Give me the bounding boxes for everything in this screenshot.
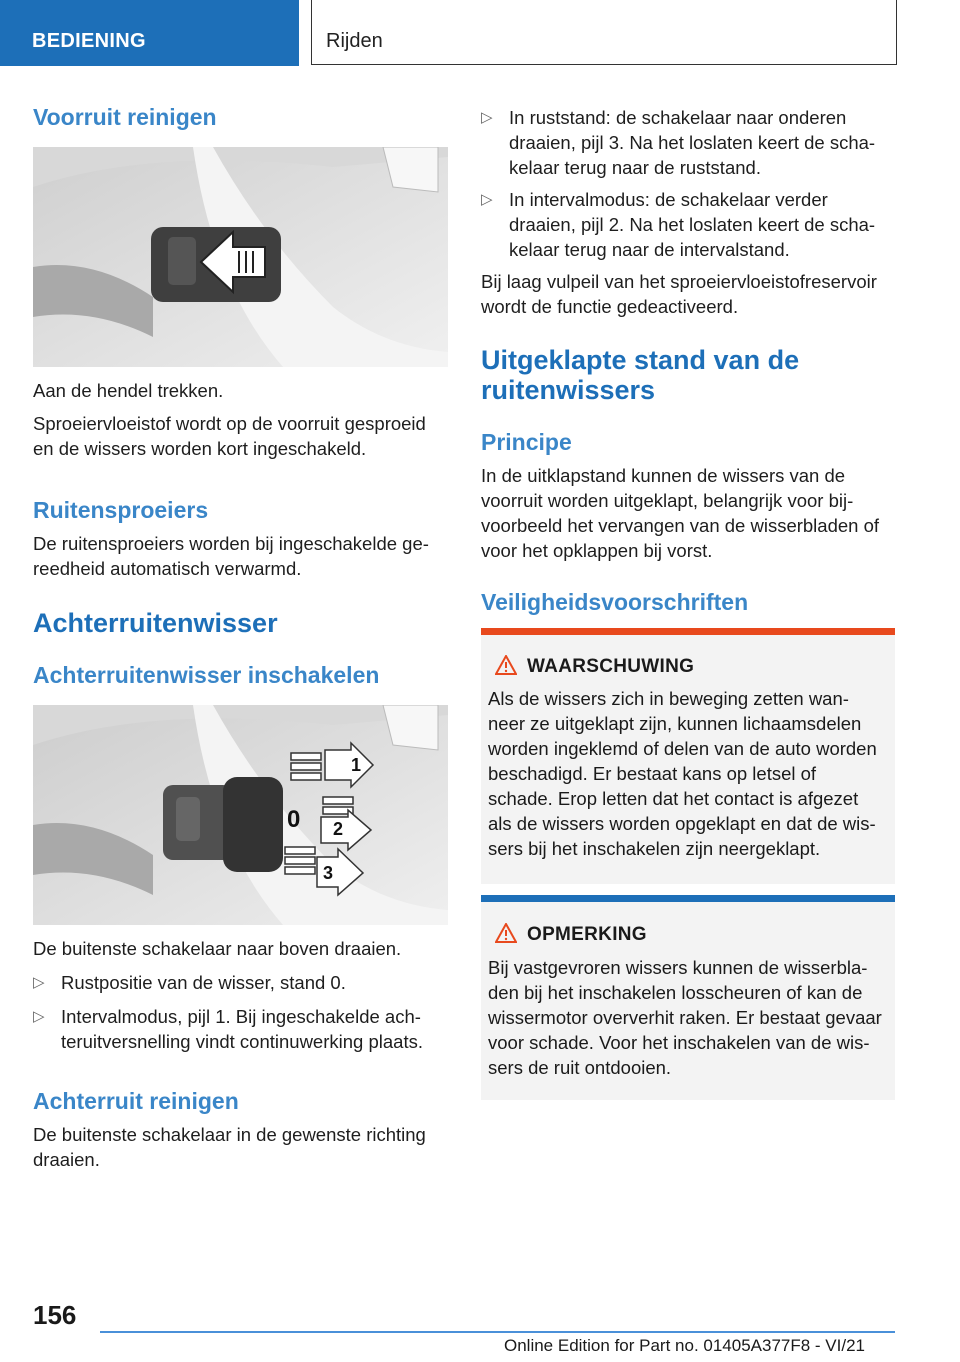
notice-text-2: den bij het inschakelen losscheuren of kan de [488,982,863,1003]
warning-triangle-icon [495,655,517,675]
warning-text-2: neer ze uitgeklapt zijn, kunnen lichaamsdelen [488,713,862,734]
warning-title: WAARSCHUWING [527,656,695,677]
text-principe-1: In de uitklapstand kunnen de wissers van de [481,465,846,486]
heading-achterruit-reinigen: Achterruit reinigen [33,1088,239,1114]
header-section-label: BEDIENING [32,30,146,52]
text-buitenste-boven: De buitenste schakelaar naar boven draaien. [33,938,402,959]
heading-principe: Principe [481,429,572,455]
heading-voorruit-reinigen: Voorruit reinigen [33,104,217,130]
text-vulpeil-2: wordt de functie gedeactiveerd. [481,296,739,317]
bullet-triangle-icon: ▷ [481,109,493,126]
text-achterruit-1: De buitenste schakelaar in de gewenste richting [33,1124,426,1145]
notice-triangle-icon [495,923,517,943]
list-item: ▷ In ruststand: de schakelaar naar onderen draaien, pijl 3. Na het loslaten keert de scha- kelaar terug naar de ruststand. [481,107,876,178]
warning-text-6: als de wissers worden opgeklapt en dat de wis- [488,813,876,834]
heading-achterruitenwisser-inschakelen: Achterruitenwisser inschakelen [33,662,380,688]
notice-text-1: Bij vastgevroren wissers kunnen de wisserbla- [488,957,868,978]
footer-divider [100,1331,895,1333]
illustration-rear-wiper-switch [33,705,448,925]
text-achterruit-2: draaien. [33,1149,100,1170]
notice-title: OPMERKING [527,924,647,945]
notice-text-4: voor schade. Voor het inschakelen van de wis- [488,1032,870,1053]
text-ruitensproeiers-1: De ruitensproeiers worden bij ingeschakelde ge- [33,533,429,554]
heading-veiligheidsvoorschriften: Veiligheidsvoorschriften [481,589,749,615]
header-chapter-tab [311,0,897,65]
text-hendel: Aan de hendel trekken. [33,380,224,401]
bullet-triangle-icon: ▷ [33,974,45,991]
text-principe-4: voor het opklappen bij vorst. [481,540,713,561]
warning-text-7: sers bij het inschakelen zijn neergeklapt. [488,838,821,859]
text-sproei-2: en de wissers worden kort ingeschakeld. [33,438,367,459]
list-item: ▷ Intervalmodus, pijl 1. Bij ingeschakelde ach- teruitversnelling vindt continuwerking plaats. [33,1006,423,1052]
warning-bar [481,628,895,635]
text-vulpeil-1: Bij laag vulpeil van het sproeiervloeistofreservoir [481,271,877,292]
illustration-lever-pull [33,147,448,367]
warning-text-1: Als de wissers zich in beweging zetten wan- [488,688,849,709]
arrow-label-1: 1 [351,755,362,775]
header-chapter-label: Rijden [326,30,383,52]
warning-text-5: schade. Erop letten dat het contact is afgezet [488,788,859,809]
warning-text-4: beschadigd. Er bestaat kans op letsel of [488,763,817,784]
notice-text-3: wissermotor oververhit raken. Er bestaat gevaar [488,1007,882,1028]
list-item: ▷ In intervalmodus: de schakelaar verder draaien, pijl 2. Na het loslaten keert de scha- kelaar terug naar de intervalstand. [481,189,876,260]
notice-text-5: sers de ruit ontdooien. [488,1057,672,1078]
arrow-label-3: 3 [323,863,334,883]
position-label-0: 0 [287,806,301,833]
arrow-label-2: 2 [333,819,344,839]
page-number: 156 [33,1300,77,1330]
heading-ruitensproeiers: Ruitensproeiers [33,497,209,523]
heading-uitgeklapte-1: Uitgeklapte stand van de [481,345,800,375]
heading-uitgeklapte-2: ruitenwissers [481,375,656,405]
bullet-triangle-icon: ▷ [481,191,493,208]
text-sproei-1: Sproeiervloeistof wordt op de voorruit gesproeid [33,413,426,434]
warning-box [481,628,895,884]
text-principe-2: voorruit worden uitgeklapt, belangrijk voor bij- [481,490,854,511]
footer-edition: Online Edition for Part no. 01405A377F8 - VI/21 [504,1336,866,1355]
photo-rear-wiper-switch [33,705,448,925]
text-ruitensproeiers-2: reedheid automatisch verwarmd. [33,558,302,579]
header-section-tab [0,0,299,66]
notice-bar [481,895,895,902]
warning-text-3: worden ingeklemd of delen van de auto worden [488,738,877,759]
bullet-triangle-icon: ▷ [33,1008,45,1025]
text-principe-3: voorbeeld het vervangen van de wisserbladen of [481,515,880,536]
list-item: ▷ Rustpositie van de wisser, stand 0. [33,972,346,993]
photo-wiper-lever-pull [33,147,448,367]
notice-box [481,895,895,1100]
heading-achterruitenwisser: Achterruitenwisser [33,608,278,638]
